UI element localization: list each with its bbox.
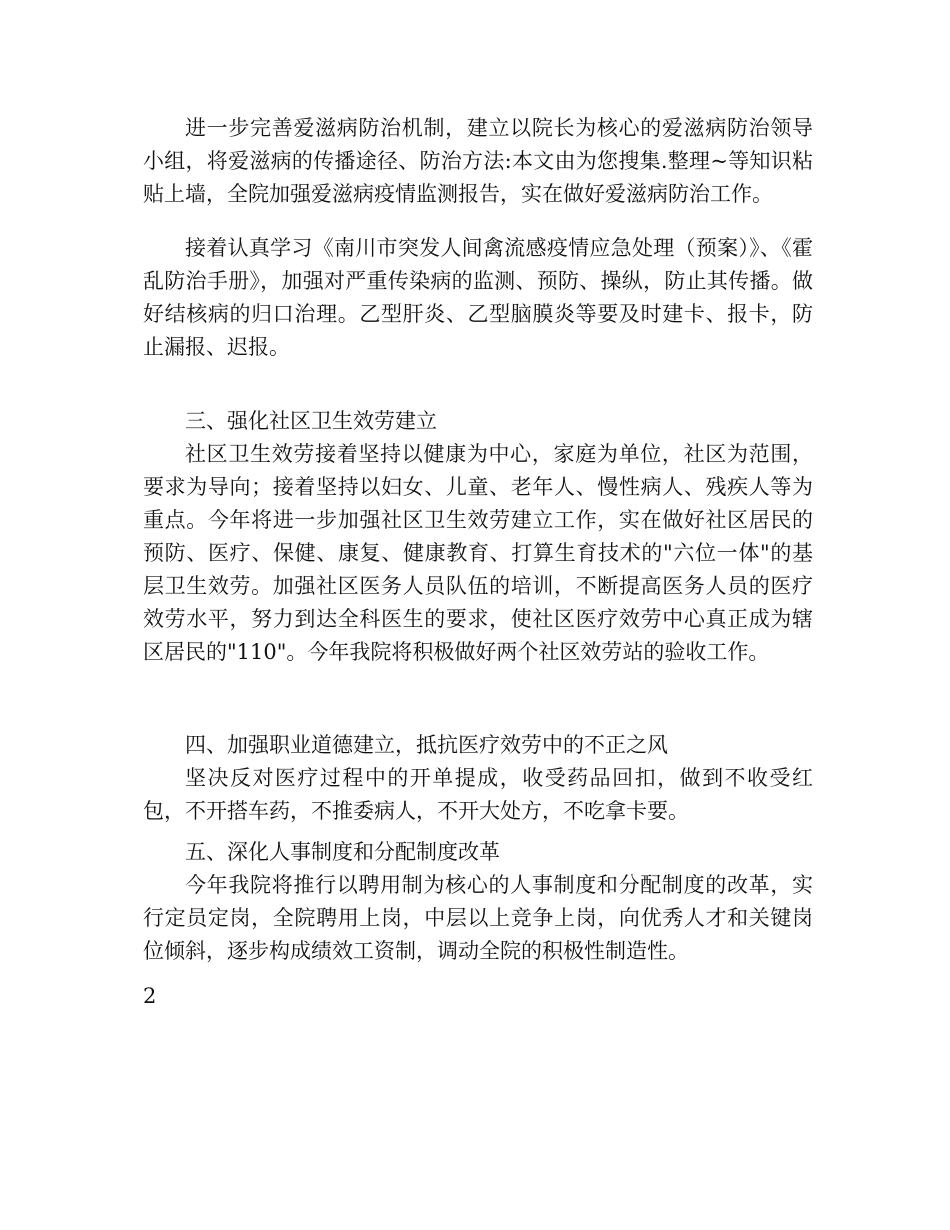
paragraph-community-health: 社区卫生效劳接着坚持以健康为中心，家庭为单位，社区为范围，要求为导向；接着坚持以妇女、儿童、老年人、慢性病人、残疾人等为重点。今年将进一步加强社区卫生效劳建立工作，实在做好社区居民的预防、医疗、保健、康复、健康教育、打算生育技术的"六位一体"的基层卫生效劳。加强社区医务人员队伍的培训，不断提高医务人员的医疗效劳水平，努力到达全科医生的要求，使社区医疗效劳中心真正成为辖区居民的"110"。今年我院将积极做好两个社区效劳站的验收工作。: [143, 442, 813, 664]
paragraph-professional-ethics: 坚决反对医疗过程中的开单提成，收受药品回扣，做到不收受红包，不开搭车药，不推委病人，不开大处方，不吃拿卡要。: [143, 766, 813, 823]
paragraph-personnel-reform: 今年我院将推行以聘用制为核心的人事制度和分配制度的改革，实行定员定岗，全院聘用上岗，中层以上竞争上岗，向优秀人才和关键岗位倾斜，逐步构成绩效工资制，调动全院的积极性制造性。: [143, 873, 813, 963]
section-heading-4: 四、加强职业道德建立，抵抗医疗效劳中的不正之风: [185, 733, 668, 757]
section-heading-5: 五、深化人事制度和分配制度改革: [185, 840, 500, 864]
section-heading-3: 三、强化社区卫生效劳建立: [185, 409, 437, 433]
paragraph-infectious-disease: 接着认真学习《南川市突发人间禽流感疫情应急处理（预案）》、《霍乱防治手册》，加强对严重传染病的监测、预防、操纵，防止其传播。做好结核病的归口治理。乙型肝炎、乙型脑膜炎等要及时建卡、报卡，防止漏报、迟报。: [143, 236, 813, 359]
paragraph-aids-prevention: 进一步完善爱滋病防治机制，建立以院长为核心的爱滋病防治领导小组，将爱滋病的传播途径、防治方法:本文由为您搜集.整理~等知识粘贴上墙，全院加强爱滋病疫情监测报告，实在做好爱滋病防治工作。: [143, 116, 813, 206]
page-number: 2: [143, 984, 157, 1008]
